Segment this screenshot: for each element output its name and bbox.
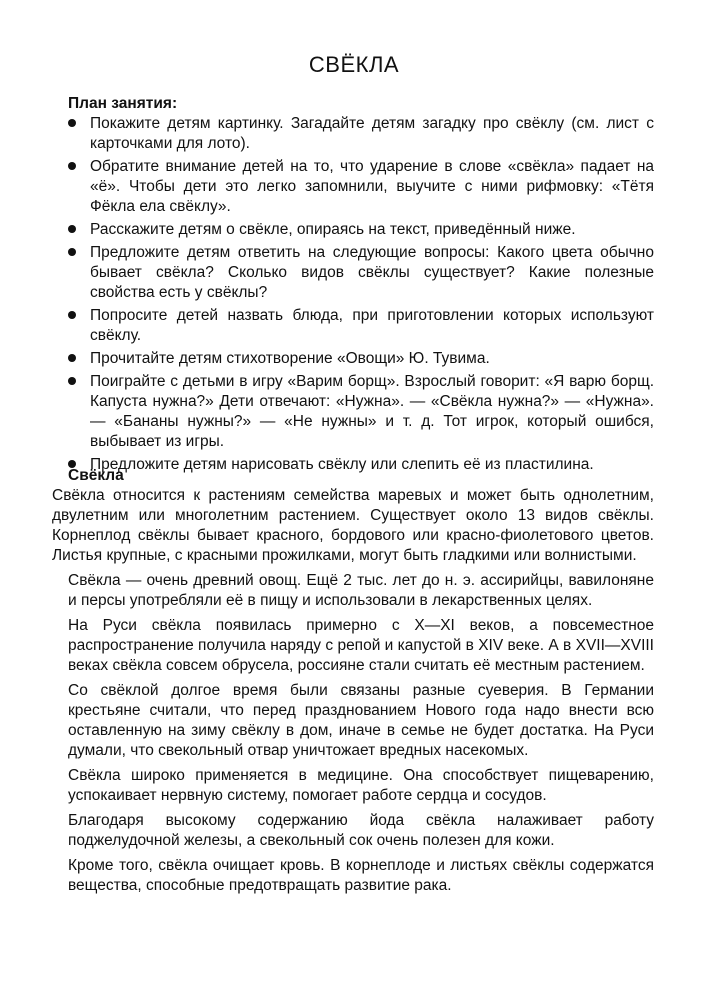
list-item bbox=[68, 306, 654, 346]
bullet-icon bbox=[68, 377, 76, 385]
article bbox=[52, 466, 654, 901]
lesson-plan-heading: План занятия: bbox=[68, 95, 178, 112]
bullet-icon bbox=[68, 248, 76, 256]
article-paragraph: На Руси свёкла появилась примерно с X—XI веков, а повсеместное распространение получила наряду с репой и капустой в XIV веке. А в XVII—XVIII веках свёкла совсем обрусела, россияне стали считать её местным растением. bbox=[68, 617, 654, 674]
bullet-icon bbox=[68, 354, 76, 362]
list-item-text: Покажите детям картинку. Загадайте детям загадку про свёклу (см. лист с карточками для лото). bbox=[90, 115, 654, 152]
list-item-text: Предложите детям нарисовать свёклу или слепить её из пластилина. bbox=[90, 456, 594, 473]
article-paragraph: Свёкла — очень древний овощ. Ещё 2 тыс. лет до н. э. ассирийцы, вавилоняне и персы употребляли её в пищу и использовали в лекарственных целях. bbox=[68, 572, 654, 609]
list-item-text: Поиграйте с детьми в игру «Варим борщ». Взрослый говорит: «Я варю борщ. Капуста нужна?» Дети отвечают: «Нужна». — «Свёкла нужна?» — «Нужна». — «Бананы нужны?» — «Не нужны» и т. д. Тот игрок, который ошибся, выбывает из игры. bbox=[90, 373, 654, 450]
bullet-icon bbox=[68, 311, 76, 319]
bullet-icon bbox=[68, 119, 76, 127]
list-item bbox=[68, 372, 654, 452]
article-paragraph: Свёкла относится к растениям семейства маревых и может быть однолетним, двулетним или многолетним растением. Существует около 13 видов свёклы. Корнеплод свёклы бывает красного, бордового или красно-фиолетового цветов. Листья крупные, с красными прожилками, могут быть гладкими или волнистыми. bbox=[52, 487, 654, 564]
bullet-icon bbox=[68, 225, 76, 233]
list-item-text: Обратите внимание детей на то, что ударение в слове «свёкла» падает на «ё». Чтобы дети это легко запомнили, выучите с ними рифмовку: «Тётя Фёкла ела свёклу». bbox=[90, 158, 654, 215]
lesson-plan-list bbox=[68, 114, 654, 475]
list-item bbox=[68, 243, 654, 303]
article-paragraph: Кроме того, свёкла очищает кровь. В корнеплоде и листьях свёклы содержатся вещества, способные предотвращать развитие рака. bbox=[68, 857, 654, 894]
list-item-text: Прочитайте детям стихотворение «Овощи» Ю. Тувима. bbox=[90, 350, 490, 367]
list-item-text: Попросите детей назвать блюда, при приготовлении которых используют свёклу. bbox=[90, 307, 654, 344]
list-item bbox=[68, 114, 654, 154]
page-title: СВЁКЛА bbox=[308, 52, 400, 77]
article-paragraph: Свёкла широко применяется в медицине. Она способствует пищеварению, успокаивает нервную систему, помогает работе сердца и сосудов. bbox=[68, 767, 654, 804]
list-item bbox=[68, 157, 654, 217]
list-item bbox=[68, 349, 654, 369]
article-paragraph: Благодаря высокому содержанию йода свёкла налаживает работу поджелудочной железы, а свекольный сок очень полезен для кожи. bbox=[68, 812, 654, 849]
article-paragraph: Со свёклой долгое время были связаны разные суеверия. В Германии крестьяне считали, что перед празднованием Нового года надо внести всю оставленную на зиму свёклу в дом, иначе в семье не будет достатка. На Руси думали, что свекольный отвар уничтожает вредных насекомых. bbox=[68, 682, 654, 759]
bullet-icon bbox=[68, 162, 76, 170]
list-item-text: Предложите детям ответить на следующие вопросы: Какого цвета обычно бывает свёкла? Сколько видов свёклы существует? Какие полезные свойства есть у свёклы? bbox=[90, 244, 654, 301]
lesson-plan bbox=[68, 94, 654, 478]
list-item-text: Расскажите детям о свёкле, опираясь на текст, приведённый ниже. bbox=[90, 221, 576, 238]
article-heading: Свёкла bbox=[68, 467, 124, 484]
list-item bbox=[68, 220, 654, 240]
